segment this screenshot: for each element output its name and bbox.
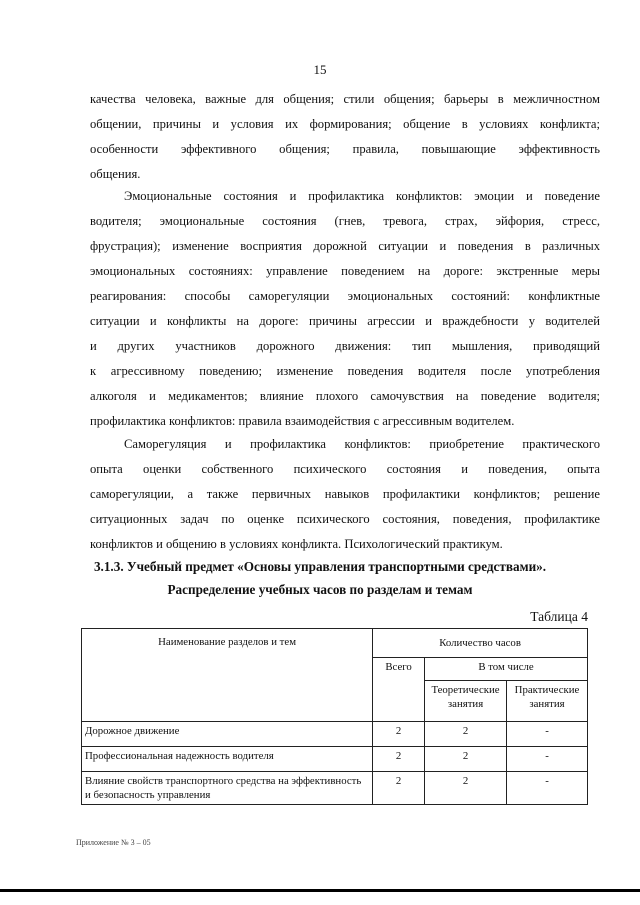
- text-line: алкоголя и медикаментов; влияние плохого самочувствия на поведение водителя;: [90, 389, 600, 403]
- text-line: реагирования: способы саморегуляции эмоциональных состояний: конфликтные: [90, 289, 600, 303]
- paragraph-emotional-states: [90, 184, 600, 434]
- text-line: общения.: [90, 167, 141, 181]
- row-theory: 2: [425, 747, 507, 772]
- text-line: фрустрация); изменение восприятия дорожной ситуации и поведения в различных: [90, 239, 600, 253]
- text-line: особенности эффективного общения; правила, повышающие эффективность: [90, 142, 600, 156]
- text-line: опыта оценки собственного психического состояния и поведения, опыта: [90, 462, 600, 476]
- row-practice: -: [507, 772, 588, 805]
- text-line: качества человека, важные для общения; стили общения; барьеры в межличностном: [90, 92, 600, 106]
- header-hours: Количество часов: [373, 629, 588, 658]
- footer-note: Приложение № 3 – 05: [76, 838, 151, 847]
- hours-table: [81, 628, 588, 805]
- table-row: [82, 747, 588, 772]
- row-total: 2: [373, 772, 425, 805]
- header-including: В том числе: [425, 658, 588, 681]
- subheading: Распределение учебных часов по разделам и темам: [167, 582, 473, 597]
- text-line: ситуационных задач по оценке психического состояния, поведения, профилактике: [90, 512, 600, 526]
- text-line: профилактика конфликтов: правила взаимодействия с агрессивным водителем.: [90, 414, 515, 428]
- text-line: Эмоциональные состояния и профилактика конфликтов: эмоции и поведение: [124, 189, 600, 203]
- row-theory: 2: [425, 772, 507, 805]
- row-theory: 2: [425, 722, 507, 747]
- table-row: [82, 722, 588, 747]
- section-heading: 3.1.3. Учебный предмет «Основы управления транспортными средствами».: [93, 559, 547, 574]
- row-total: 2: [373, 747, 425, 772]
- table-caption: Таблица 4: [530, 609, 588, 624]
- paragraph-self-regulation: [90, 432, 600, 557]
- text-line: ситуации и конфликты на дороге: причины агрессии и враждебности у водителей: [90, 314, 600, 328]
- text-line: водителя; эмоциональные состояния (гнев, тревога, страх, эйфория, стресс,: [90, 214, 600, 228]
- paragraph-communication: [90, 87, 600, 187]
- text-line: к агрессивному поведению; изменение поведения водителя после употребления: [90, 364, 600, 378]
- row-name: Профессиональная надежность водителя: [82, 747, 373, 772]
- header-name: Наименование разделов и тем: [82, 629, 373, 722]
- text-line: конфликтов и общению в условиях конфликта. Психологический практикум.: [90, 537, 503, 551]
- row-total: 2: [373, 722, 425, 747]
- header-theory: Теоретические занятия: [425, 681, 507, 722]
- page-number: 15: [313, 62, 327, 77]
- scan-edge: [0, 889, 640, 892]
- row-name: Влияние свойств транспортного средства на эффективность и безопасность управления: [82, 772, 373, 805]
- text-line: саморегуляции, а также первичных навыков профилактики конфликтов; решение: [90, 487, 600, 501]
- header-practice: Практические занятия: [507, 681, 588, 722]
- row-name: Дорожное движение: [82, 722, 373, 747]
- text-line: Саморегуляция и профилактика конфликтов: приобретение практического: [124, 437, 600, 451]
- row-practice: -: [507, 747, 588, 772]
- text-line: эмоциональных состояниях: управление поведением на дороге: экстренные меры: [90, 264, 600, 278]
- text-line: и других участников дорожного движения: тип мышления, приводящий: [90, 339, 600, 353]
- table-row: [82, 772, 588, 805]
- row-practice: -: [507, 722, 588, 747]
- header-total: Всего: [373, 658, 425, 722]
- text-line: общении, причины и условия их формирования; общение в условиях конфликта;: [90, 117, 600, 131]
